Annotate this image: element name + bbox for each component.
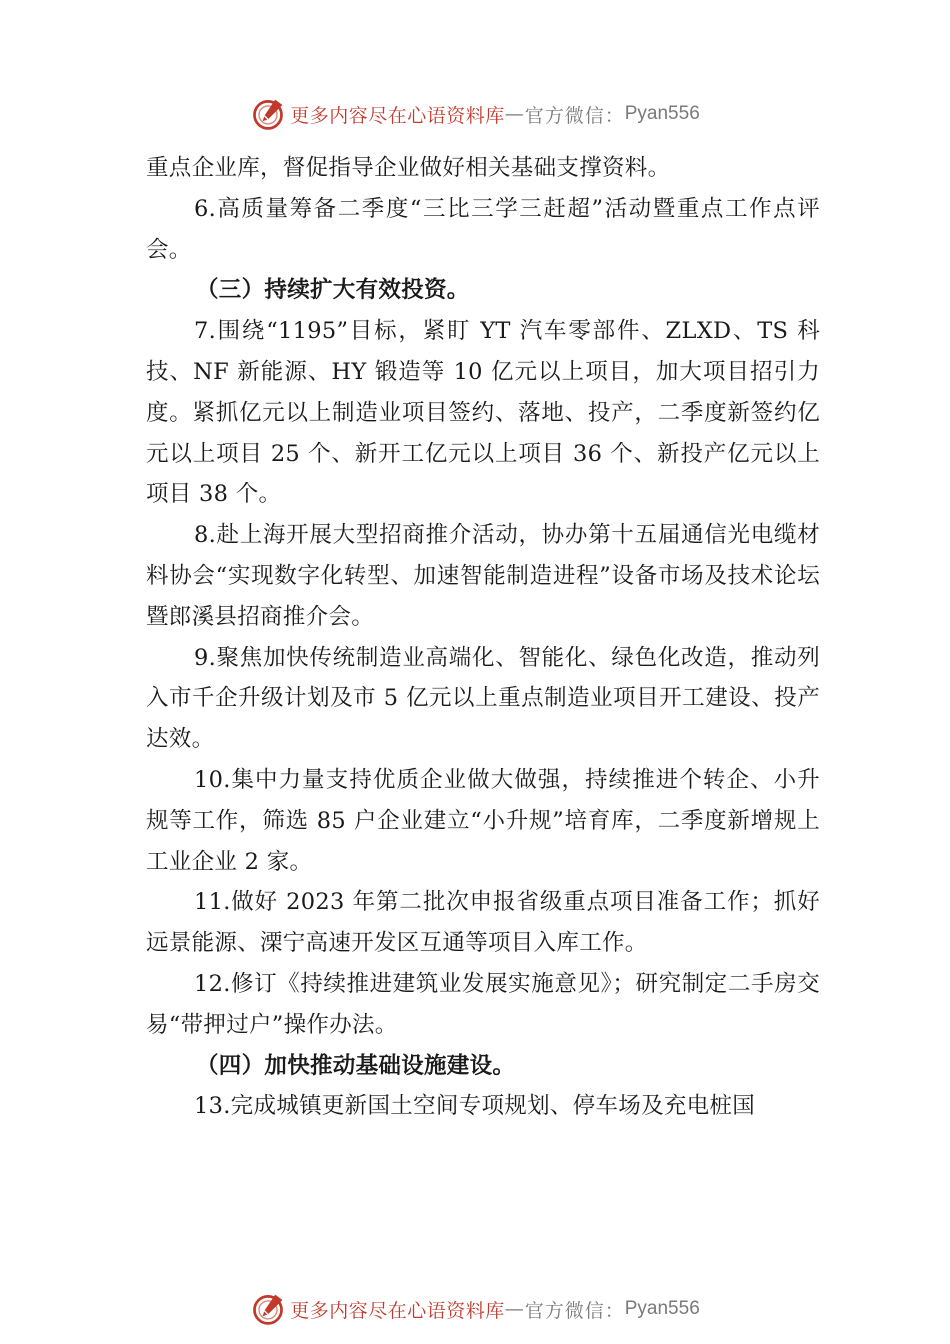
watermark-official: 官方微信： (524, 104, 625, 127)
watermark-brand: 更多内容尽在心语资料库 (290, 1299, 505, 1322)
list-item-13: 13.完成城镇更新国土空间专项规划、停车场及充电桩国 (194, 1093, 756, 1120)
section-heading-3: （三）持续扩大有效投资。 (196, 277, 470, 304)
list-item-8: 8.赴上海开展大型招商推介活动，协办第十五届通信光电缆材料协会“实现数字化转型、加速智能制造进程”设备市场及技术论坛暨郎溪县招商推介会。 (146, 522, 820, 630)
watermark-dash: — (504, 1298, 525, 1320)
watermark-brand: 更多内容尽在心语资料库 (290, 104, 505, 127)
list-item-12: 12.修订《持续推进建筑业发展实施意见》；研究制定二手房交易“带押过户”操作办法。 (146, 970, 820, 1038)
watermark-wechat-id: Pyan556 (624, 1298, 700, 1319)
list-item-10: 10.集中力量支持优质企业做大做强，持续推进个转企、小升规等工作，筛选 85 户企业建立“小升规”培育库，二季度新增规上工业企业 2 家。 (146, 766, 820, 875)
list-item-7: 7.围绕“1195”目标，紧盯 YT 汽车零部件、ZLXD、TS 科技、NF 新能源、HY 锻造等 10 亿元以上项目，加大项目招引力度。紧抓亿元以上制造业项目签约、落地、投产，二季度新签约亿元以上项目 25 个、新开工亿元以上项目 36 个、新投产亿元以上项目 38 个。 (146, 318, 820, 508)
list-item-9: 9.聚焦加快传统制造业高端化、智能化、绿色化改造，推动列入市千企升级计划及市 5 亿元以上重点制造业项目开工建设、投产达效。 (146, 644, 820, 753)
section-heading-4: （四）加快推动基础设施建设。 (196, 1052, 516, 1079)
footer-watermark (0, 1289, 950, 1329)
pen-nib-circle-icon (250, 1291, 286, 1327)
pen-nib-circle-icon (250, 96, 286, 132)
watermark-wechat-id: Pyan556 (624, 103, 700, 124)
watermark-dash: — (504, 103, 525, 125)
list-item-6: 6.高质量筹备二季度“三比三学三赶超”活动暨重点工作点评会。 (146, 195, 820, 263)
paragraph-continuation: 重点企业库，督促指导企业做好相关基础支撑资料。 (146, 155, 671, 181)
list-item-11: 11.做好 2023 年第二批次申报省级重点项目准备工作；抓好远景能源、溧宁高速开发区互通等项目入库工作。 (146, 889, 820, 957)
watermark-official: 官方微信： (524, 1299, 625, 1322)
document-body (146, 148, 820, 1127)
header-watermark (0, 94, 950, 134)
